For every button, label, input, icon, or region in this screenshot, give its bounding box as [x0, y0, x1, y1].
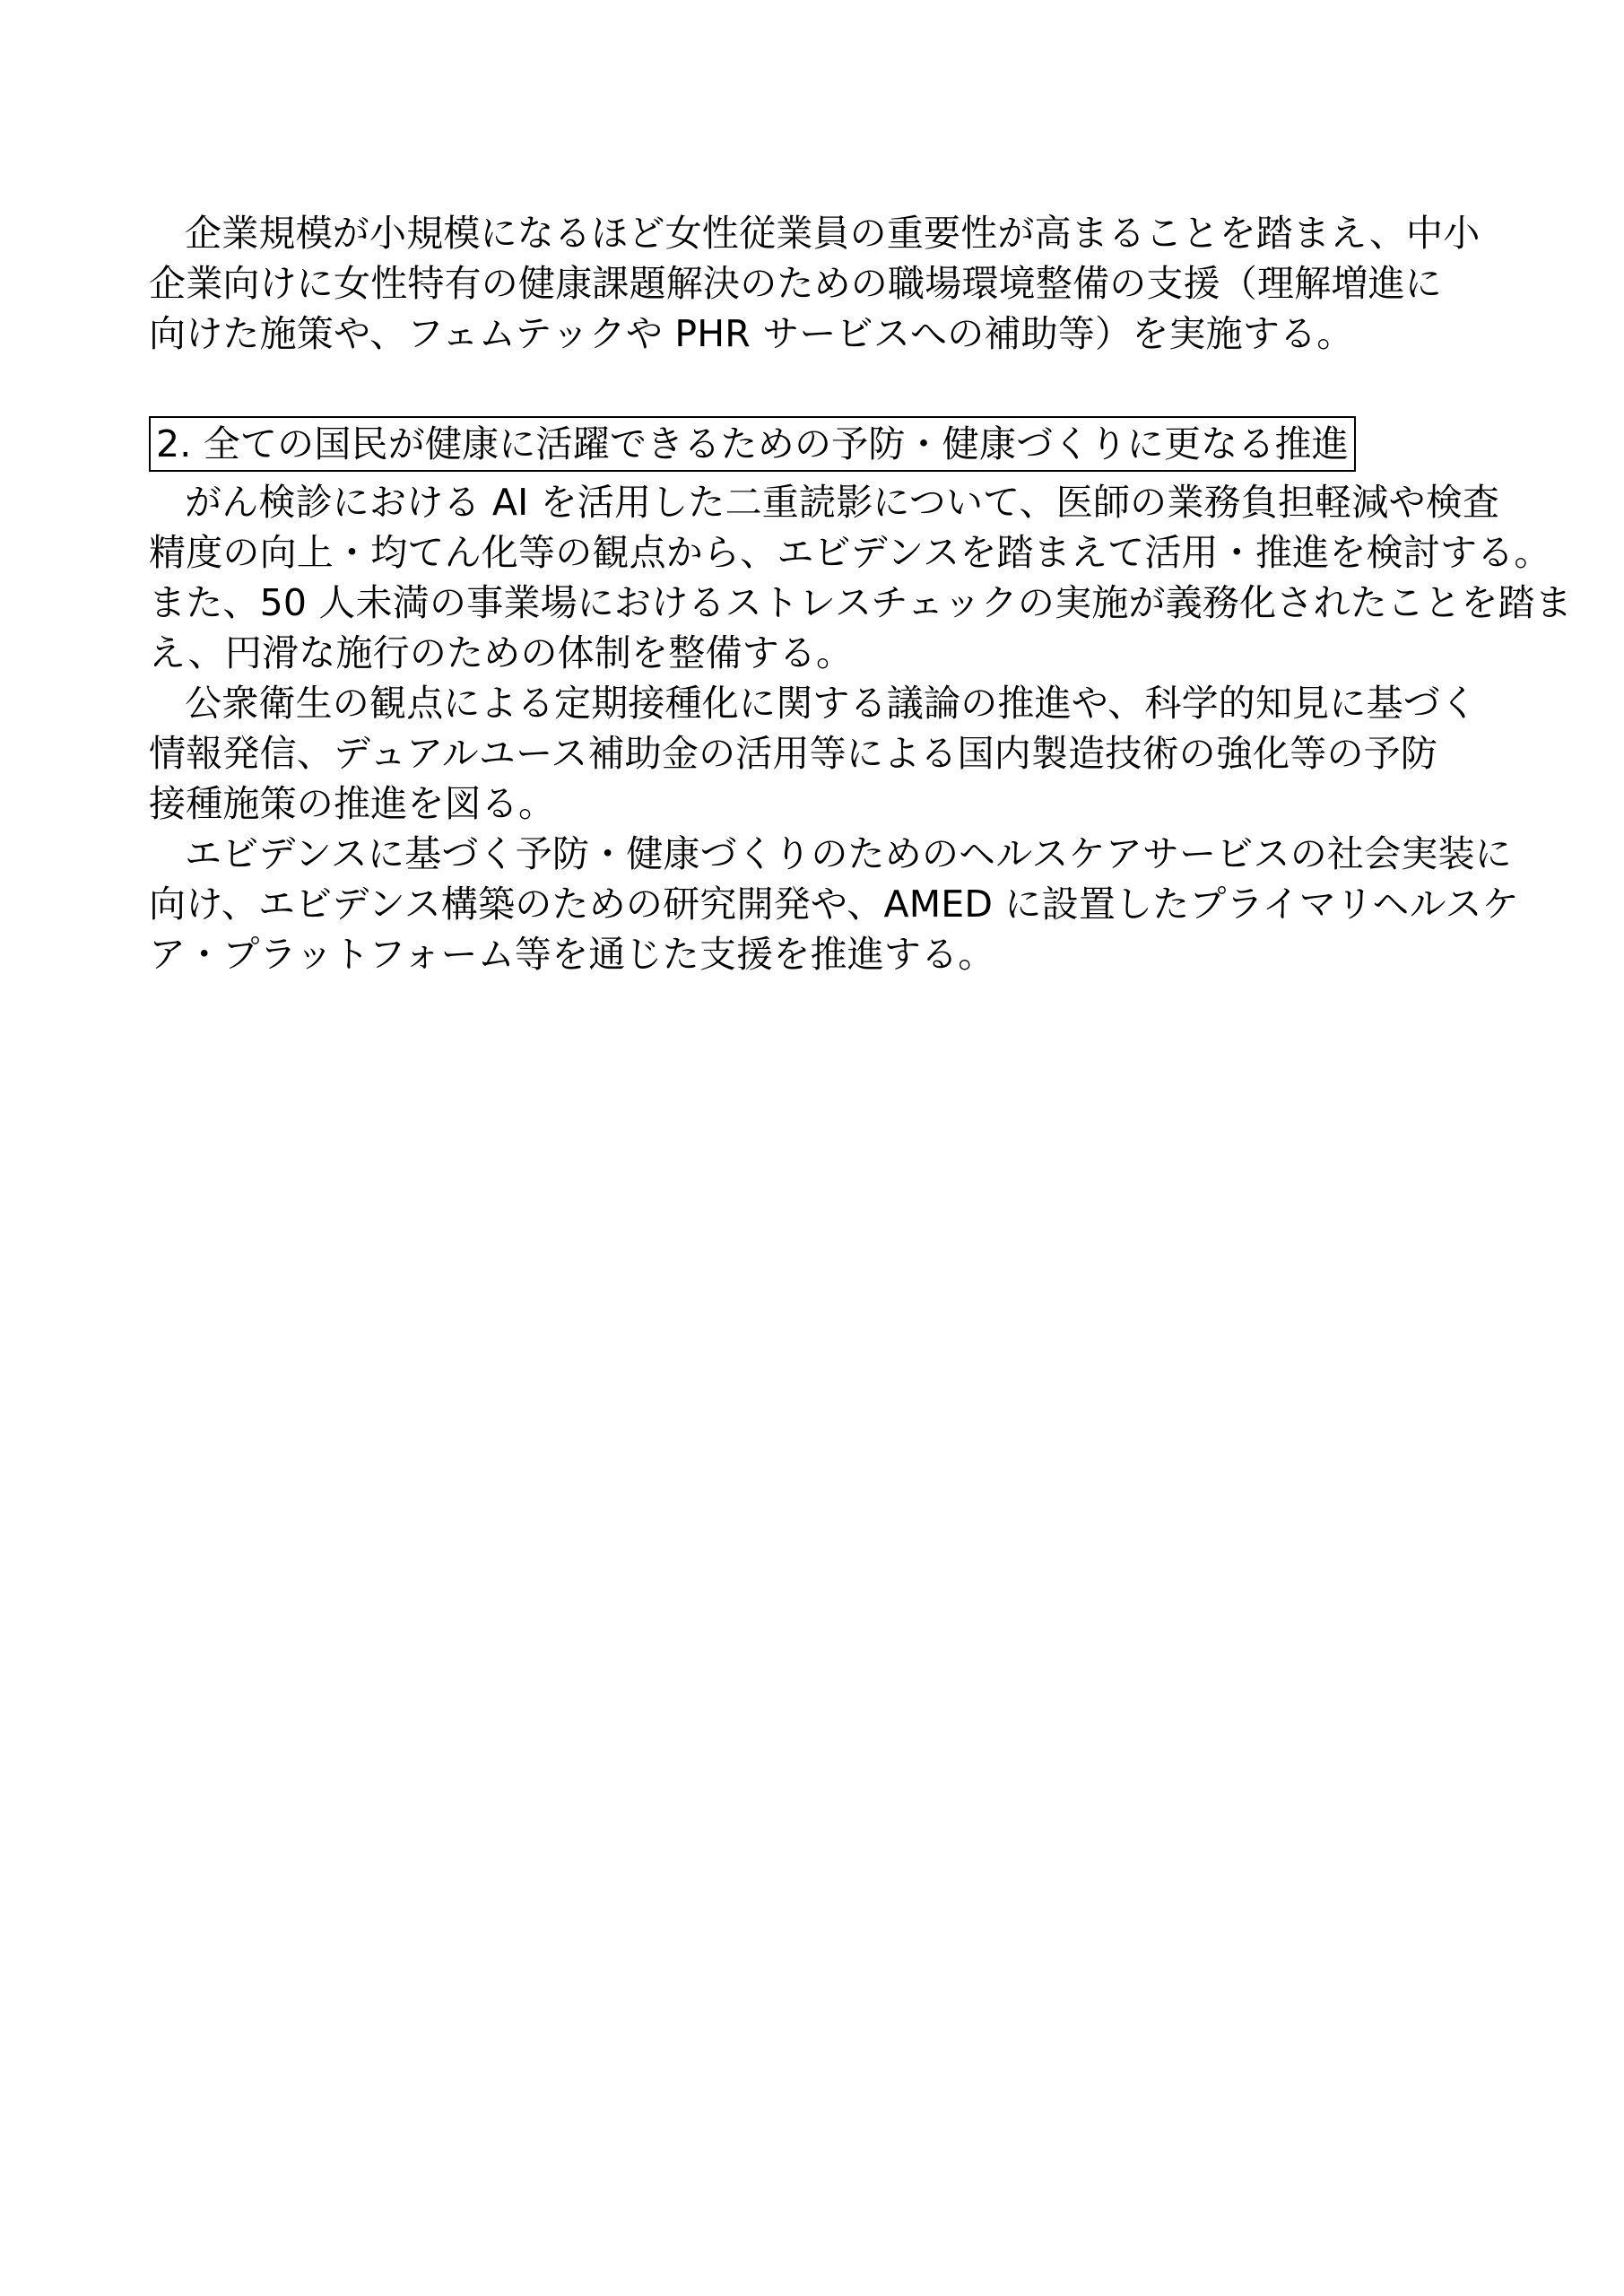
paragraph-cancer-screening-stress-check [149, 477, 1572, 678]
paragraph-spacer [149, 359, 1485, 409]
paragraph-line: え、円滑な施行のための体制を整備する。 [149, 631, 854, 674]
paragraph-vaccination-policy [149, 678, 1485, 829]
paragraph-line: 接種施策の推進を図る。 [149, 782, 556, 825]
section-heading-row [149, 416, 1485, 474]
paragraph-line: 企業規模が小規模になるほど女性従業員の重要性が高まることを踏まえ、中小 [185, 212, 1481, 255]
paragraph-line: 精度の向上・均てん化等の観点から、エビデンスを踏まえて活用・推進を検討する。 [149, 531, 1551, 574]
paragraph-line: 企業向けに女性特有の健康課題解決のための職場環境整備の支援（理解増進に [149, 262, 1442, 305]
paragraph-line: 向けた施策や、フェムテックや PHR サービスへの補助等）を実施する。 [149, 312, 1354, 355]
paragraph-line: 公衆衛生の観点による定期接種化に関する議論の推進や、科学的知見に基づく [185, 682, 1478, 725]
paragraph-women-health-support [149, 208, 1485, 359]
paragraph-healthcare-services [149, 829, 1519, 979]
section-heading: 2. 全ての国民が健康に活躍できるための予防・健康づくりに更なる推進 [149, 416, 1356, 472]
paragraph-line: また、50 人未満の事業場におけるストレスチェックの実施が義務化されたことを踏ま [149, 581, 1572, 624]
document-body [149, 208, 1572, 979]
paragraph-line: 情報発信、デュアルユース補助金の活用等による国内製造技術の強化等の予防 [149, 732, 1438, 775]
paragraph-line: ア・プラットフォーム等を通じた支援を推進する。 [149, 933, 995, 976]
paragraph-line: 向け、エビデンス構築のための研究開発や、AMED に設置したプライマリヘルスケ [149, 883, 1519, 926]
paragraph-line: がん検診における AI を活用した二重読影について、医師の業務負担軽減や検査 [185, 481, 1500, 524]
paragraph-line: エビデンスに基づく予防・健康づくりのためのヘルスケアサービスの社会実装に [185, 832, 1512, 875]
